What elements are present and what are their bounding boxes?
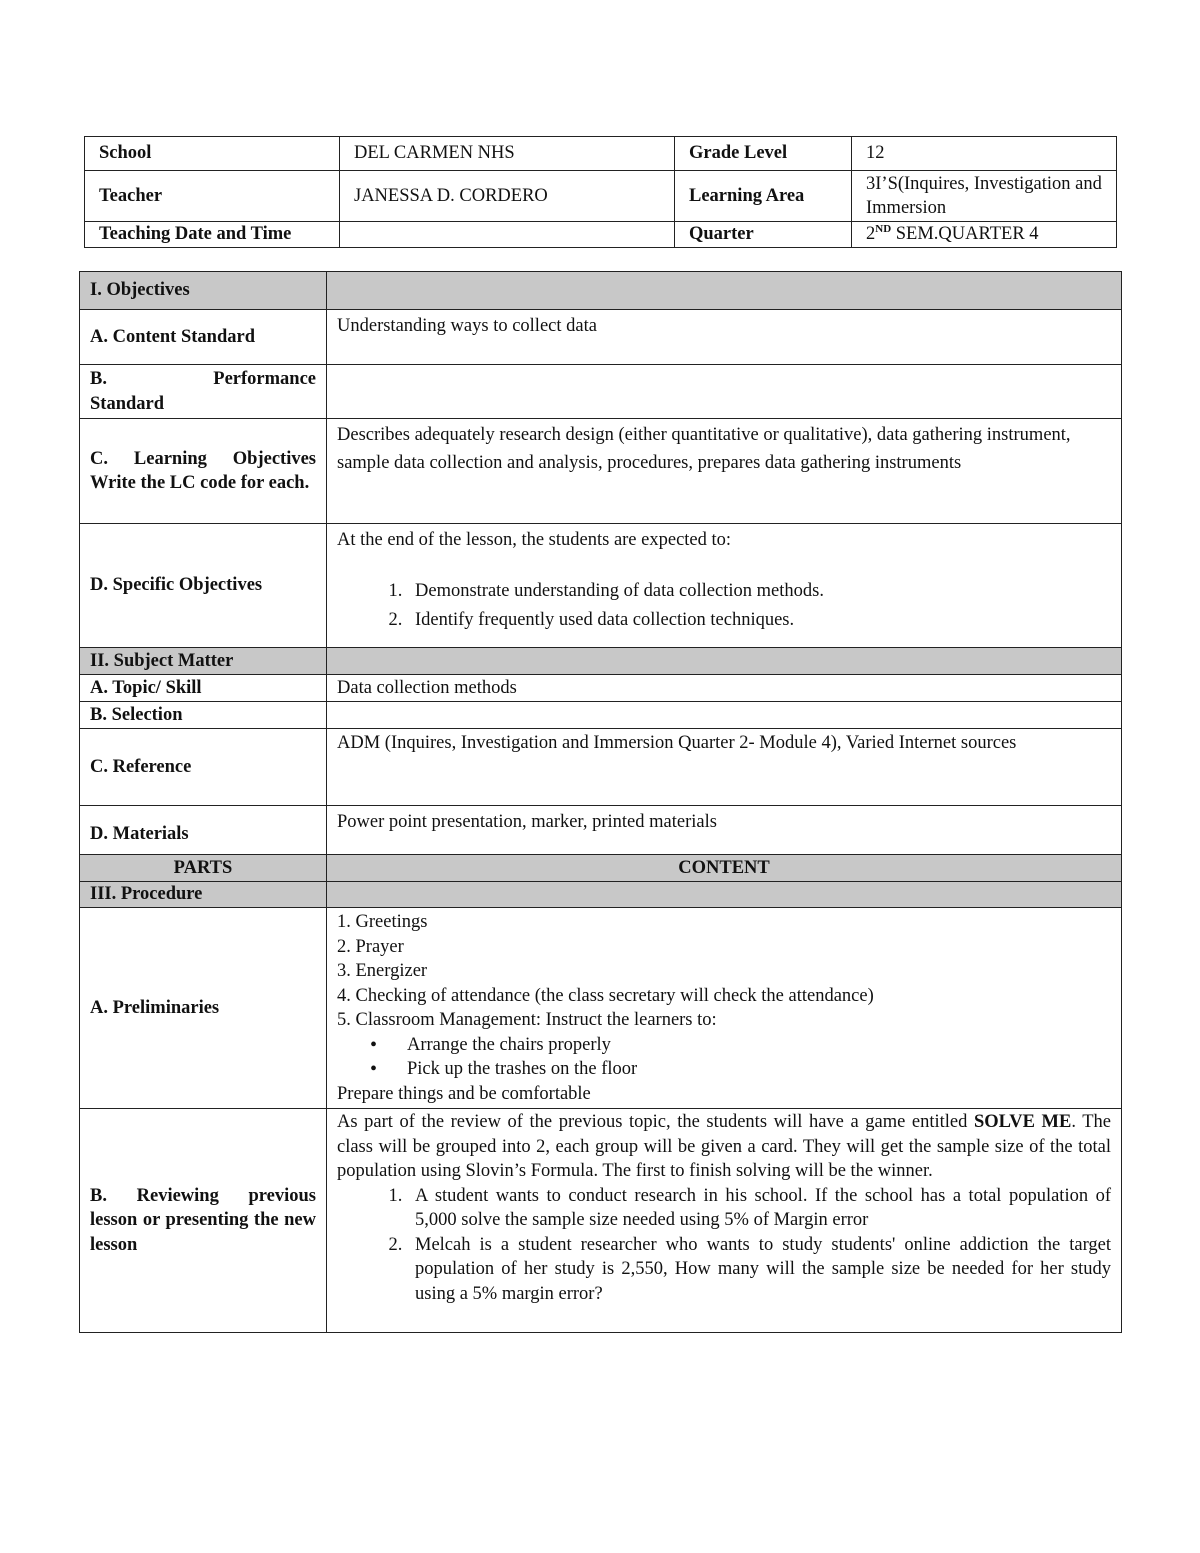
quarter-label: Quarter [675,222,852,248]
specific-objectives-value [327,524,1122,648]
selection-label: B. Selection [80,702,327,729]
reviewing-value [327,1109,1122,1333]
preliminaries-label: A. Preliminaries [80,908,327,1109]
review-problem: 1. A student wants to conduct research in his school. If the school has a total population of 5,000 solve the sample size needed using 5% of Margin error [407,1184,1111,1233]
teacher-value: JANESSA D. CORDERO [340,171,675,222]
procedure-heading-row [80,882,1122,908]
specific-objective-item: 1. Demonstrate understanding of data collection methods. [407,577,1111,606]
parts-header-row [80,855,1122,882]
learning-objectives-label: C. Learning Objectives Write the LC code for each. [80,419,327,524]
performance-standard-value [327,365,1122,419]
header-table [84,136,1117,248]
performance-standard-label: B. Performance Standard [80,365,327,419]
school-label: School [85,137,340,171]
reference-label: C. Reference [80,729,327,806]
grade-level-value: 12 [852,137,1117,171]
quarter-number: 2 [866,224,876,244]
subject-matter-heading-row [80,648,1122,675]
grade-level-label: Grade Level [675,137,852,171]
preliminary-bullet: • Arrange the chairs properly [407,1033,1111,1058]
quarter-suffix: ND [875,223,892,235]
content-standard-label: A. Content Standard [80,310,327,365]
specific-objectives-label: D. Specific Objectives [80,524,327,648]
specific-objective-item: 2. Identify frequently used data collection techniques. [407,606,1111,635]
game-title: SOLVE ME [973,1112,1072,1132]
preliminary-item: 2. Prayer [337,936,404,957]
procedure-heading: III. Procedure [80,882,327,908]
review-intro: As part of the review of the previous topic, the students will have a game entitled SOLVE ME. The class will be grouped into 2, each group will be given a card. They will get the sample size of the total population using Slovin’s Formula. The first to finish solving will be the winner. [337,1112,1111,1181]
preliminary-item: 4. Checking of attendance (the class secretary will check the attendance) [337,985,874,1006]
materials-label: D. Materials [80,806,327,855]
preliminaries-value [327,908,1122,1109]
preliminary-item: 5. Classroom Management: Instruct the learners to: [337,1010,717,1030]
quarter-value [852,222,1117,248]
content-header: CONTENT [327,855,1122,882]
objectives-heading: I. Objectives [80,272,327,310]
teaching-date-value [340,222,675,248]
preliminary-item: 1. Greetings [337,912,428,932]
lesson-plan-table [79,271,1122,1333]
topic-value: Data collection methods [327,675,1122,702]
review-problem: 2. Melcah is a student researcher who wants to study students' online addiction the target population of her study is 2,550, How many will the sample size be needed for her study using a 5% margin error? [407,1233,1111,1307]
preliminary-bullet: • Pick up the trashes on the floor [407,1057,1111,1082]
reference-value: ADM (Inquires, Investigation and Immersion Quarter 2- Module 4), Varied Internet sources [327,729,1122,806]
parts-header: PARTS [80,855,327,882]
reviewing-label: B. Reviewing previous lesson or presenting the new lesson [80,1109,327,1333]
objectives-heading-row [80,272,1122,310]
preliminary-item: 3. Energizer [337,961,428,981]
specific-objectives-intro: At the end of the lesson, the students are expected to: [337,530,732,550]
teaching-date-label: Teaching Date and Time [85,222,340,248]
school-value: DEL CARMEN NHS [340,137,675,171]
learning-objectives-value: Describes adequately research design (either quantitative or qualitative), data gathering instrument, sample data collection and analysis, procedures, prepares data gathering instruments [327,419,1122,524]
learning-area-value: 3I’S(Inquires, Investigation and Immersion [852,171,1117,222]
content-standard-value: Understanding ways to collect data [327,310,1122,365]
teacher-label: Teacher [85,171,340,222]
preliminary-last: Prepare things and be comfortable [337,1083,591,1104]
selection-value [327,702,1122,729]
materials-value: Power point presentation, marker, printed materials [327,806,1122,855]
quarter-text: SEM.QUARTER 4 [891,224,1039,244]
learning-area-label: Learning Area [675,171,852,222]
subject-matter-heading: II. Subject Matter [80,648,327,675]
topic-label: A. Topic/ Skill [80,675,327,702]
